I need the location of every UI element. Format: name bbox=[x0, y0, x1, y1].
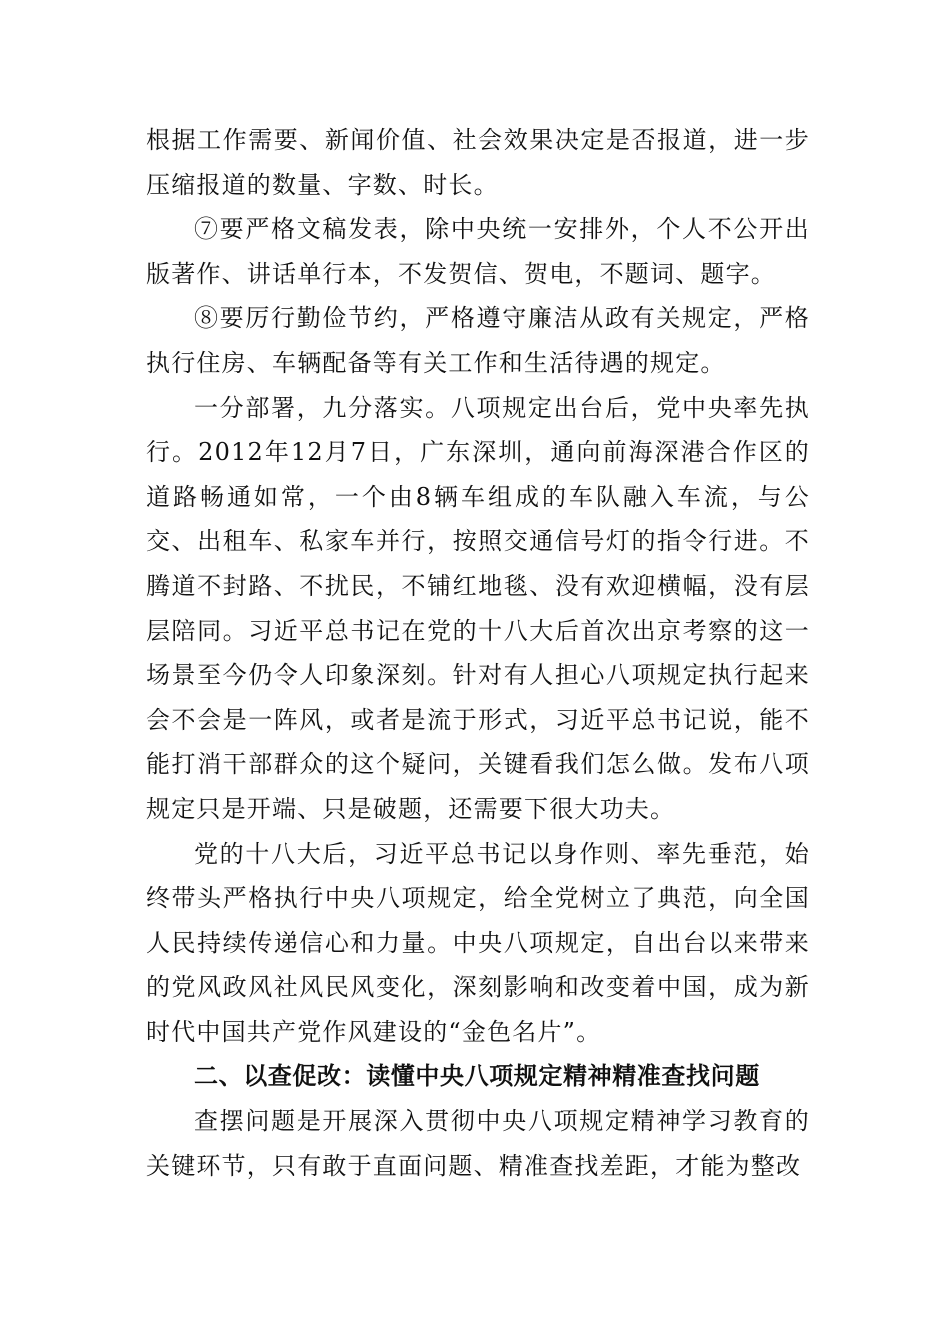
paragraph-rule-7: ⑦要严格文稿发表，除中央统一安排外，个人不公开出版著作、讲话单行本，不发贺信、贺电，不题词、题字。 bbox=[146, 215, 810, 288]
section-heading: 二、以查促改：读懂中央八项规定精神精准查找问题 bbox=[194, 1062, 760, 1091]
paragraph-continuation: 根据工作需要、新闻价值、社会效果决定是否报道，进一步压缩报道的数量、字数、时长。 bbox=[146, 126, 810, 199]
document-body bbox=[146, 118, 810, 1188]
paragraph-problem-finding: 查摆问题是开展深入贯彻中央八项规定精神学习教育的关键环节，只有敢于直面问题、精准查找差距，才能为整改 bbox=[146, 1107, 810, 1180]
paragraph-implementation: 一分部署，九分落实。八项规定出台后，党中央率先执行。2012年12月7日，广东深圳，通向前海深港合作区的道路畅通如常，一个由8辆车组成的车队融入车流，与公交、出租车、私家车并行，按照交通信号灯的指令行进。不腾道不封路、不扰民，不铺红地毯、没有欢迎横幅，没有层层陪同。习近平总书记在党的十八大后首次出京考察的这一场景至今仍令人印象深刻。针对有人担心八项规定执行起来会不会是一阵风，或者是流于形式，习近平总书记说，能不能打消干部群众的这个疑问，关键看我们怎么做。发布八项规定只是开端、只是破题，还需要下很大功夫。 bbox=[146, 393, 810, 823]
paragraph-rule-8: ⑧要厉行勤俭节约，严格遵守廉洁从政有关规定，严格执行住房、车辆配备等有关工作和生活待遇的规定。 bbox=[146, 304, 810, 377]
paragraph-leadership: 党的十八大后，习近平总书记以身作则、率先垂范，始终带头严格执行中央八项规定，给全党树立了典范，向全国人民持续传递信心和力量。中央八项规定，自出台以来带来的党风政风社风民风变化，深刻影响和改变着中国，成为新时代中国共产党作风建设的“金色名片”。 bbox=[146, 839, 810, 1046]
